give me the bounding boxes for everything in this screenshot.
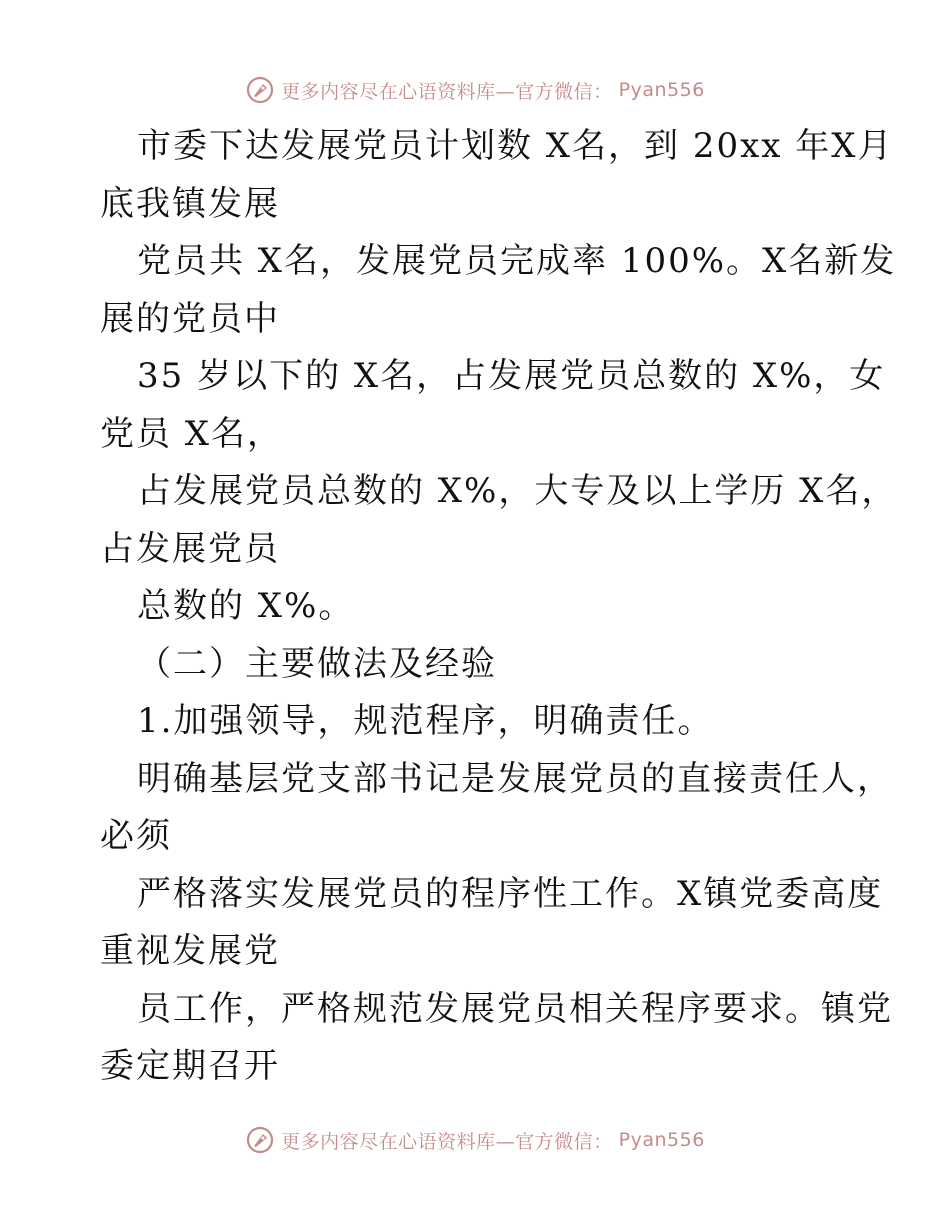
paragraph-line: 党员 X名， bbox=[100, 413, 284, 454]
watermark-text: 更多内容尽在心语资料库—官方微信： bbox=[281, 80, 613, 103]
watermark-footer bbox=[0, 1120, 950, 1160]
pen-nib-logo-icon bbox=[245, 1125, 275, 1155]
paragraph-line: 占发展党员 bbox=[100, 528, 280, 569]
pen-nib-logo-icon bbox=[245, 75, 275, 105]
paragraph-line: 严格落实发展党员的程序性工作。X镇党委高度 bbox=[137, 873, 884, 914]
paragraph-line: 总数的 X%。 bbox=[137, 586, 355, 626]
paragraph-line: 占发展党员总数的 X%，大专及以上学历 X名， bbox=[137, 471, 898, 511]
section-heading: （二）主要做法及经验 bbox=[137, 643, 497, 684]
watermark-wechat-id: Pyan556 bbox=[618, 79, 705, 101]
watermark-wechat-id: Pyan556 bbox=[618, 1129, 705, 1151]
paragraph-line: 底我镇发展 bbox=[100, 183, 280, 224]
document-body bbox=[100, 118, 898, 1096]
paragraph-line: 党员共 X名，发展党员完成率 100%。X名新发 bbox=[137, 241, 897, 281]
paragraph-line: 员工作，严格规范发展党员相关程序要求。镇党 bbox=[137, 988, 893, 1029]
paragraph-line: 展的党员中 bbox=[100, 298, 280, 339]
paragraph-line: 35 岁以下的 X名，占发展党员总数的 X%，女 bbox=[137, 356, 886, 396]
paragraph-line: 委定期召开 bbox=[100, 1046, 280, 1086]
paragraph-line: 明确基层党支部书记是发展党员的直接责任人， bbox=[137, 758, 893, 799]
paragraph-line: 市委下达发展党员计划数 X名，到 20xx 年X月 bbox=[137, 126, 894, 166]
watermark-text: 更多内容尽在心语资料库—官方微信： bbox=[281, 1130, 613, 1153]
subsection-heading: 1.加强领导，规范程序，明确责任。 bbox=[137, 701, 714, 741]
paragraph-line: 必须 bbox=[100, 816, 172, 856]
watermark-header bbox=[0, 70, 950, 110]
paragraph-line: 重视发展党 bbox=[100, 931, 280, 971]
